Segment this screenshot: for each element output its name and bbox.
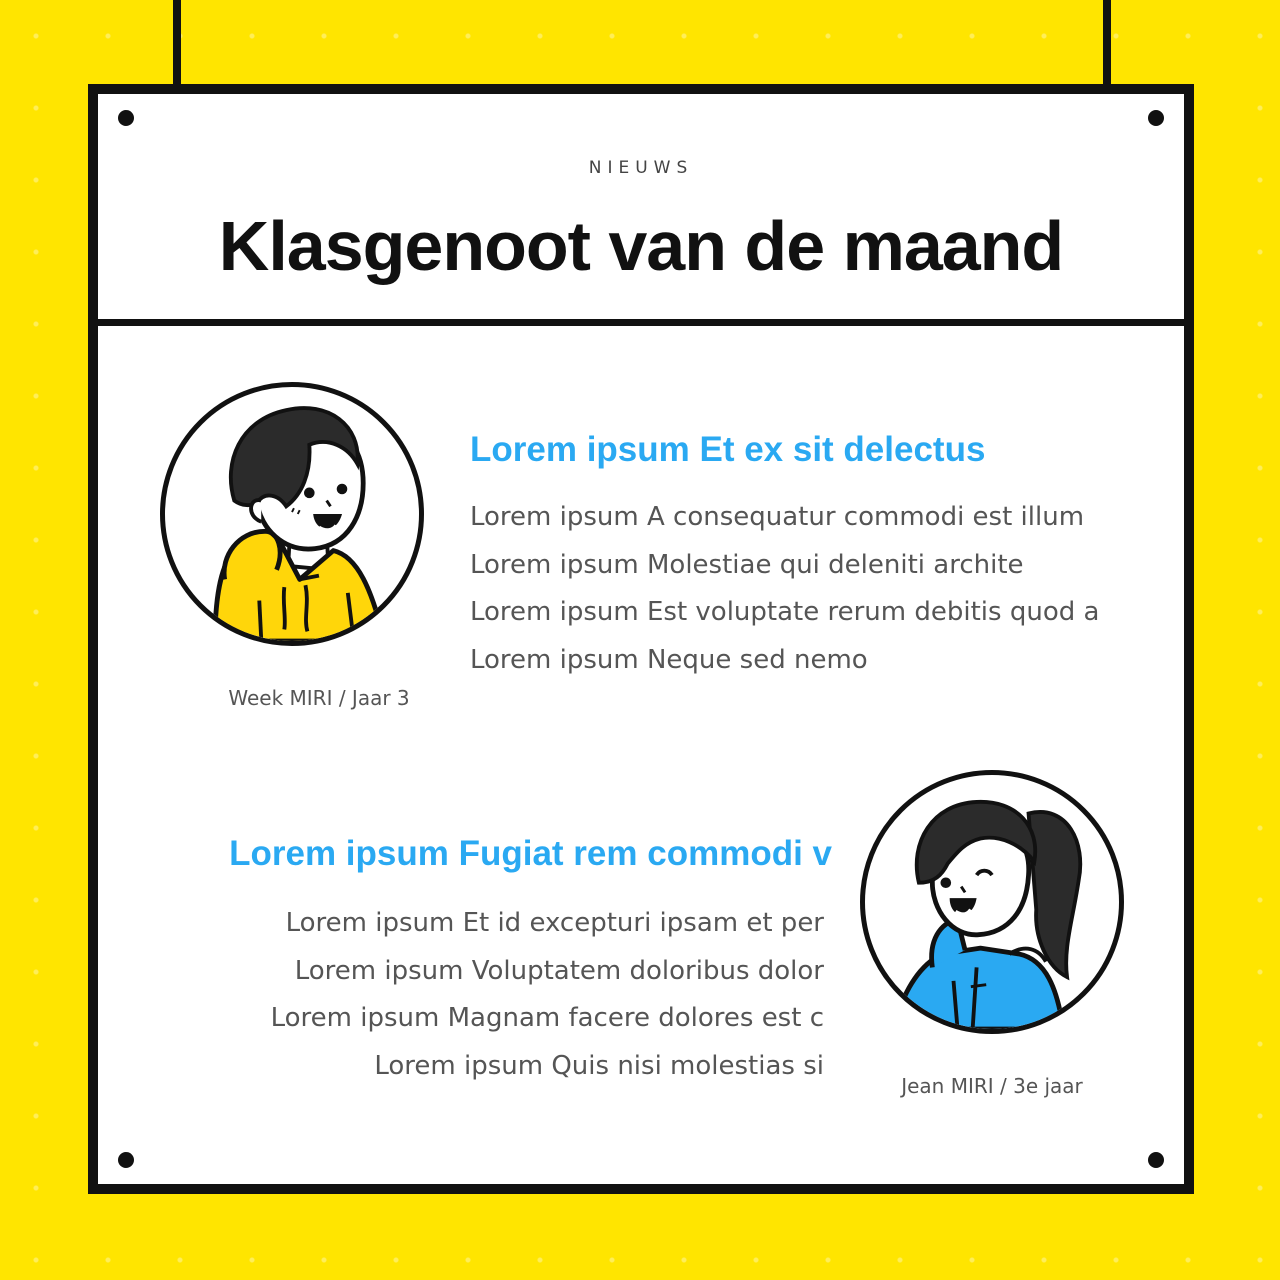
boy-yellow-hoodie-avatar-icon [160,382,424,646]
profile-text [470,494,1099,684]
profile-caption: Week MIRI / Jaar 3 [228,686,410,710]
text-line: Lorem ipsum Molestiae qui deleniti archite [470,549,1024,580]
screw-icon [118,1152,134,1168]
board-header [98,94,1184,326]
page-title: Klasgenoot van de maand [218,207,1064,285]
news-board [88,84,1194,1194]
profile-caption: Jean MIRI / 3e jaar [901,1074,1083,1098]
text-line: Lorem ipsum Neque sed nemo [470,644,868,675]
hanger-rope-left [173,0,181,88]
text-line: Lorem ipsum Quis nisi molestias si [374,1050,824,1081]
text-line: Lorem ipsum Magnam facere dolores est c [270,1003,824,1033]
text-line: Lorem ipsum A consequatur commodi est illum [470,502,1085,532]
hanger-rope-right [1103,0,1111,88]
text-line: Lorem ipsum Voluptatem doloribus dolor [294,955,824,986]
profile-text [218,900,824,1090]
text-line: Lorem ipsum Et id excepturi ipsam et per [285,908,824,938]
text-line: Lorem ipsum Est voluptate rerum debitis quod a [470,597,1100,627]
profile-heading: Lorem ipsum Et ex sit delectus [470,430,986,469]
girl-blue-jacket-avatar-icon [860,770,1124,1034]
profile-heading: Lorem ipsum Fugiat rem commodi v [229,834,832,873]
screw-icon [1148,1152,1164,1168]
section-kicker: NIEUWS [588,158,694,178]
